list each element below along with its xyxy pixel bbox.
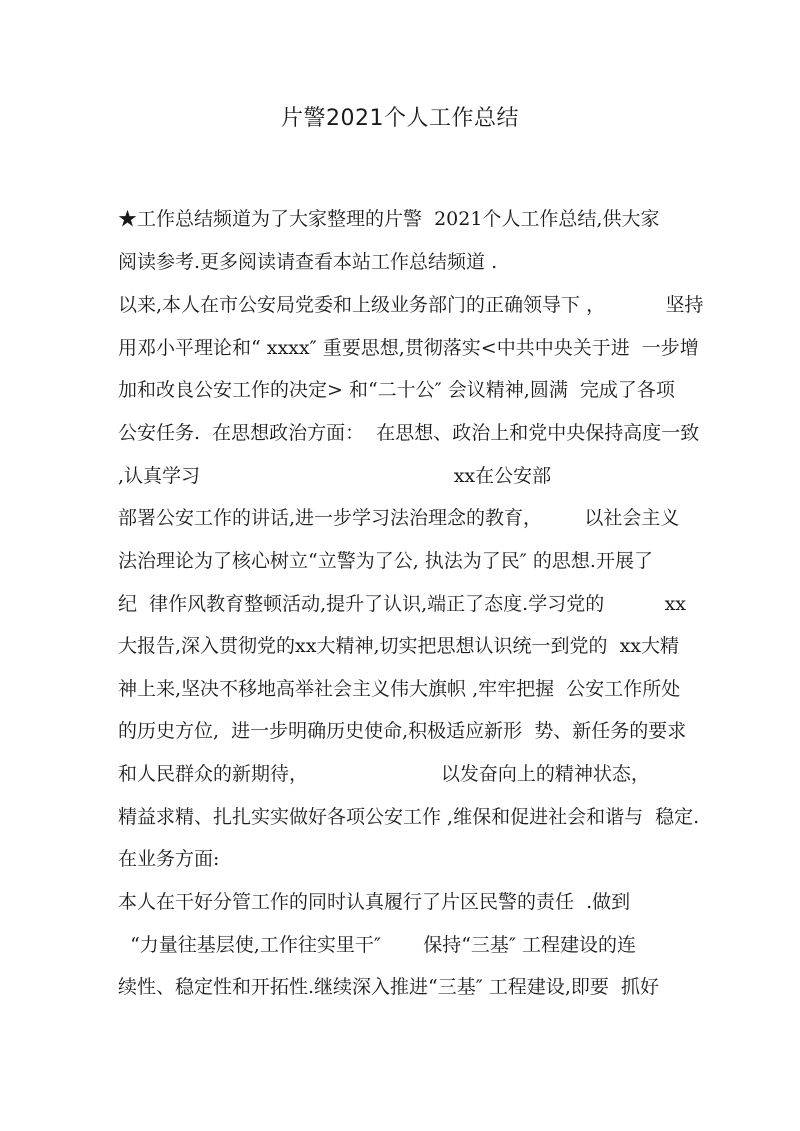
- text-line: 用邓小平理论和“ xxxx″ 重要思想,贯彻落实<中共中央关于进 一步增: [118, 337, 699, 359]
- text-line: 续性、稳定性和开拓性.继续深入推进“三基″ 工程建设,即要 抓好: [118, 976, 660, 998]
- page-title: 片警2021个人工作总结: [281, 106, 519, 131]
- text-line: 神上来,坚决不移地高举社会主义伟大旗帜 ,牢牢把握 公安工作所处: [118, 678, 681, 700]
- text-line: 在业务方面:: [118, 848, 220, 870]
- text-line: 精益求精、扎扎实实做好各项公安工作 ,维保和促进社会和谐与 稳定.: [118, 806, 700, 828]
- text-line: ★工作总结频道为了大家整理的片警 2021个人工作总结,供大家: [118, 208, 660, 230]
- text-line: “力量往基层使,工作往实里干″ 保持“三基″ 工程建设的连: [118, 934, 637, 956]
- text-line: 本人在干好分管工作的同时认真履行了片区民警的责任 .做到: [118, 891, 631, 913]
- text-line: 公安任务. 在思想政治方面： 在思想、政治上和党中央保持高度一致: [118, 422, 700, 444]
- text-line: ,认真学习 xx在公安部: [118, 465, 552, 487]
- text-line: 阅读参考.更多阅读请查看本站工作总结频道 .: [118, 251, 498, 273]
- text-line: 的历史方位, 进一步明确历史使命,积极适应新形 势、新任务的要求: [118, 720, 687, 742]
- text-line: 法治理论为了核心树立“立警为了公, 执法为了民″ 的思想.开展了: [118, 550, 653, 572]
- text-line: 部署公安工作的讲话,进一步学习法治理念的教育， 以社会主义: [118, 507, 680, 529]
- text-line: 大报告,深入贯彻党的xx大精神,切实把思想认识统一到党的 xx大精: [118, 635, 680, 657]
- text-line: 和人民群众的新期待， 以发奋向上的精神状态，: [118, 763, 650, 785]
- text-line: 加和改良公安工作的决定> 和“二十公″ 会议精神,圆满 完成了各项: [118, 379, 675, 401]
- text-line: 纪 律作风教育整顿活动,提升了认识,端正了态度.学习党的 xx: [118, 593, 687, 615]
- text-line: 以来,本人在市公安局党委和上级业务部门的正确领导下 ， 坚持: [118, 294, 704, 316]
